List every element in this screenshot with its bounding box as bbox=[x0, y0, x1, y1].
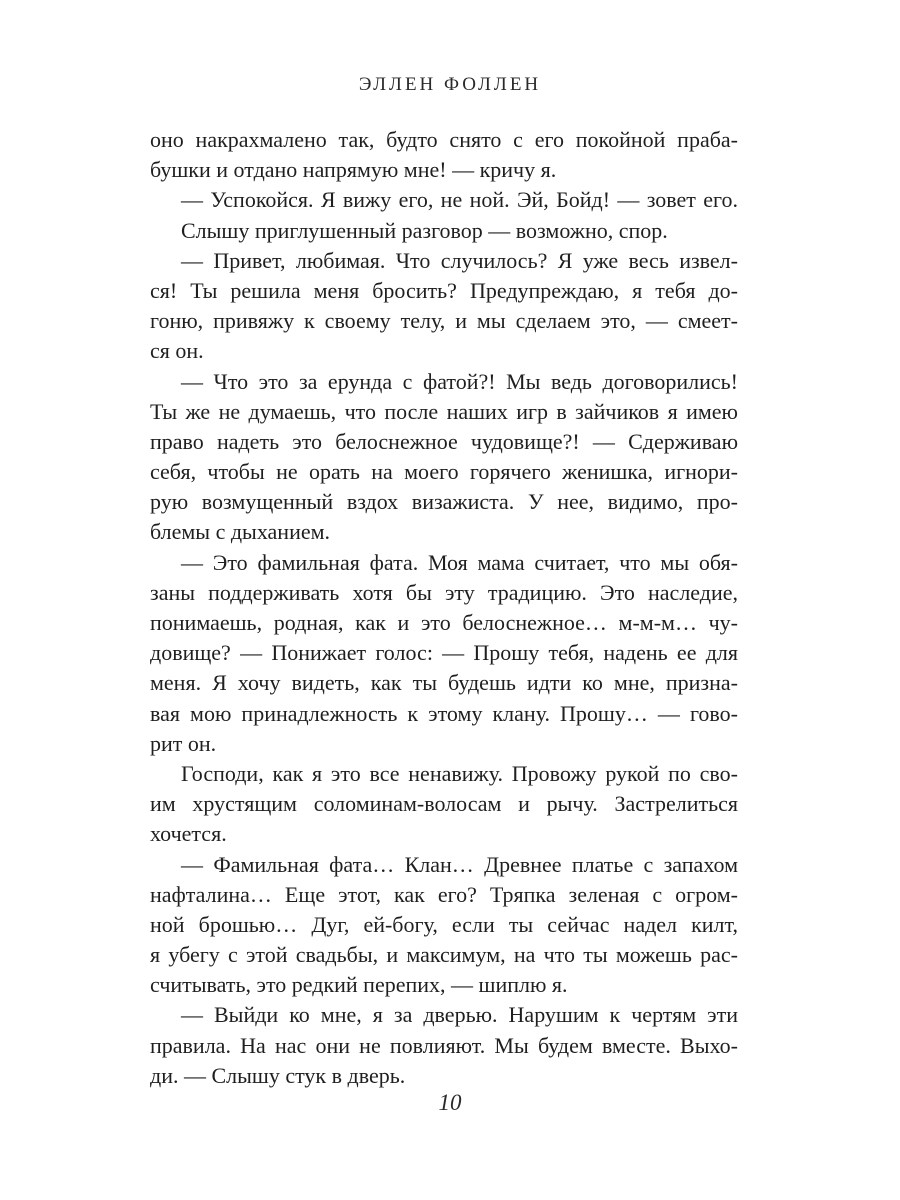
text-line: считывать, это редкий перепих, — шиплю я. bbox=[150, 972, 568, 998]
text-line: гоню, привяжу к своему телу, и мы сделаем это, — смеет- bbox=[150, 308, 738, 334]
text-line: хочется. bbox=[150, 821, 227, 847]
text-line: — Фамильная фата… Клан… Древнее платье с запахом bbox=[181, 851, 738, 877]
page-number: 10 bbox=[438, 1090, 462, 1115]
text-line: себя, чтобы не орать на моего горячего женишка, игнори- bbox=[150, 459, 738, 485]
text-line: заны поддерживать хотя бы эту традицию. Это наследие, bbox=[150, 579, 738, 605]
text-line: вая мою принадлежность к этому клану. Прошу… — гово- bbox=[150, 700, 738, 726]
text-line: я убегу с этой свадьбы, и максимум, на что ты можешь рас- bbox=[150, 942, 738, 968]
running-head: ЭЛЛЕН ФОЛЛЕН bbox=[358, 74, 542, 95]
text-line: Ты же не думаешь, что после наших игр в зайчиков я имею bbox=[150, 398, 738, 424]
text-line: Господи, как я это все ненавижу. Провожу рукой по сво- bbox=[181, 760, 738, 786]
text-line: — Что это за ерунда с фатой?! Мы ведь договорились! bbox=[181, 368, 738, 394]
text-line: — Успокойся. Я вижу его, не ной. Эй, Бойд! — зовет его. bbox=[181, 187, 738, 213]
text-line: ся! Ты решила меня бросить? Предупреждаю, я тебя до- bbox=[150, 277, 738, 303]
text-line: рит он. bbox=[150, 730, 217, 756]
text-line: рую возмущенный вздох визажиста. У нее, видимо, про- bbox=[150, 489, 738, 515]
text-line: правила. На нас они не повлияют. Мы будем вместе. Выхо- bbox=[150, 1032, 738, 1058]
body-text bbox=[150, 125, 738, 1091]
text-line: ди. — Слышу стук в дверь. bbox=[150, 1062, 406, 1088]
text-line: — Выйди ко мне, я за дверью. Нарушим к чертям эти bbox=[181, 1002, 738, 1028]
text-line: понимаешь, родная, как и это белоснежное… м-м-м… чу- bbox=[150, 610, 738, 635]
text-line: Слышу приглушенный разговор — возможно, спор. bbox=[181, 217, 668, 243]
text-line: довище? — Понижает голос: — Прошу тебя, надень ее для bbox=[150, 640, 738, 666]
text-line: ной брошью… Дуг, ей-богу, если ты сейчас надел килт, bbox=[150, 911, 738, 937]
text-line: меня. Я хочу видеть, как ты будешь идти ко мне, призна- bbox=[150, 670, 738, 696]
text-line: нафталина… Еще этот, как его? Тряпка зеленая с огром- bbox=[150, 881, 738, 907]
text-line: им хрустящим соломинам-волосам и рычу. Застрелиться bbox=[150, 791, 738, 817]
text-line: ся он. bbox=[150, 338, 204, 364]
text-line: бушки и отдано напрямую мне! — кричу я. bbox=[150, 157, 557, 183]
text-line: оно накрахмалено так, будто снято с его покойной праба- bbox=[150, 127, 738, 152]
text-line: — Привет, любимая. Что случилось? Я уже весь извел- bbox=[181, 247, 738, 273]
text-line: право надеть это белоснежное чудовище?! — Сдерживаю bbox=[150, 428, 738, 454]
text-line: — Это фамильная фата. Моя мама считает, что мы обя- bbox=[181, 549, 738, 575]
text-line: блемы с дыханием. bbox=[150, 519, 331, 545]
